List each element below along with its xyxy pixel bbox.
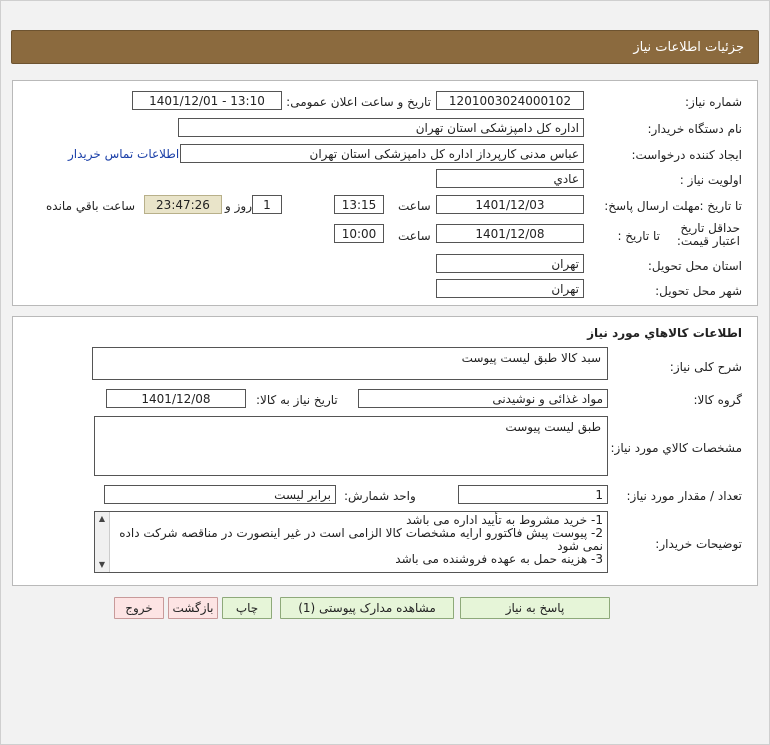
buyer-note-line: 3- هزینه حمل به عهده فروشنده می باشد (395, 552, 603, 566)
buyer-notes-scrollbar[interactable] (95, 512, 110, 572)
reply-deadline-label: مهلت ارسال پاسخ: (604, 199, 700, 213)
reply-time-field: 13:15 (334, 195, 384, 214)
reply-time-label: ساعت (398, 199, 431, 213)
buyer-note-line: 1- خرید مشروط به تأیید اداره می باشد (406, 513, 603, 527)
print-button[interactable]: چاپ (222, 597, 272, 619)
buyer-contact-link[interactable]: اطلاعات تماس خریدار (68, 147, 180, 161)
requester-field: عباس مدنی کارپرداز اداره کل دامپزشکی استان تهران (180, 144, 584, 163)
goods-group-field: مواد غذائی و نوشیدنی (358, 389, 608, 408)
reply-date-field: 1401/12/03 (436, 195, 584, 214)
qty-field: 1 (458, 485, 608, 504)
exit-button[interactable]: خروج (114, 597, 164, 619)
remaining-time-field: 23:47:26 (144, 195, 222, 214)
validity-date-field: 1401/12/08 (436, 224, 584, 243)
city-field: تهران (436, 279, 584, 298)
back-button[interactable]: بازگشت (168, 597, 218, 619)
buyer-org-label: نام دستگاه خریدار: (647, 122, 742, 136)
buyer-org-field: اداره کل دامپزشکی استان تهران (178, 118, 584, 137)
reply-button[interactable]: پاسخ به نیاز (460, 597, 610, 619)
city-label: شهر محل تحویل: (655, 284, 742, 298)
priority-label: اولویت نیاز : (679, 173, 742, 187)
need-info-panel (12, 80, 758, 306)
buyer-note-line: 2- پیوست پیش فاکتورو ارایه مشخصات کالا الزامی است در غیر اینصورت در مناقصه شرکت داده نمی شود (119, 526, 603, 553)
validity-time-label: ساعت (398, 229, 431, 243)
remaining-time-label: ساعت باقي مانده (46, 199, 136, 213)
validity-time-field: 10:00 (334, 224, 384, 243)
need-date-field: 1401/12/08 (106, 389, 246, 408)
announce-field: 1401/12/01 - 13:10 (132, 91, 282, 110)
scroll-up-icon[interactable]: ▲ (98, 514, 106, 523)
priority-field: عادي (436, 169, 584, 188)
attachments-button[interactable]: مشاهده مدارک پیوستی (1) (280, 597, 454, 619)
goods-group-label: گروه کالا: (693, 393, 742, 407)
validity-to-date-label: تا تاریخ : (617, 229, 660, 243)
reply-to-date-label: تا تاریخ : (699, 199, 742, 213)
validity-label: حداقل تاریخ اعتبار قیمت: (676, 221, 740, 248)
goods-section-title: اطلاعات كالاهاي مورد نياز (587, 326, 742, 340)
unit-label: واحد شمارش: (344, 489, 416, 503)
buyer-notes-label: توضیحات خریدار: (655, 537, 742, 551)
province-field: تهران (436, 254, 584, 273)
specs-field: طبق لیست پیوست (94, 416, 608, 476)
days-label: روز و (225, 199, 252, 213)
general-desc-label: شرح کلی نیاز: (669, 360, 742, 374)
page-header (11, 30, 759, 64)
specs-label: مشخصات کالاي مورد نياز: (610, 441, 742, 455)
requester-label: ایجاد کننده درخواست: (631, 148, 742, 162)
days-field: 1 (252, 195, 282, 214)
need-number-label: شماره نیاز: (685, 95, 742, 109)
qty-label: تعداد / مقدار مورد نیاز: (626, 489, 742, 503)
unit-field: برابر لیست (104, 485, 336, 504)
scroll-down-icon[interactable]: ▼ (98, 560, 106, 569)
province-label: استان محل تحویل: (647, 259, 742, 273)
page-title: جزئیات اطلاعات نیاز (633, 40, 744, 55)
need-number-field: 1201003024000102 (436, 91, 584, 110)
buyer-notes-field[interactable] (94, 511, 608, 573)
announce-label: تاریخ و ساعت اعلان عمومی: (286, 95, 431, 109)
general-desc-field: سبد کالا طبق لیست پیوست (92, 347, 608, 380)
need-date-label: تاریخ نیاز به کالا: (256, 393, 338, 407)
